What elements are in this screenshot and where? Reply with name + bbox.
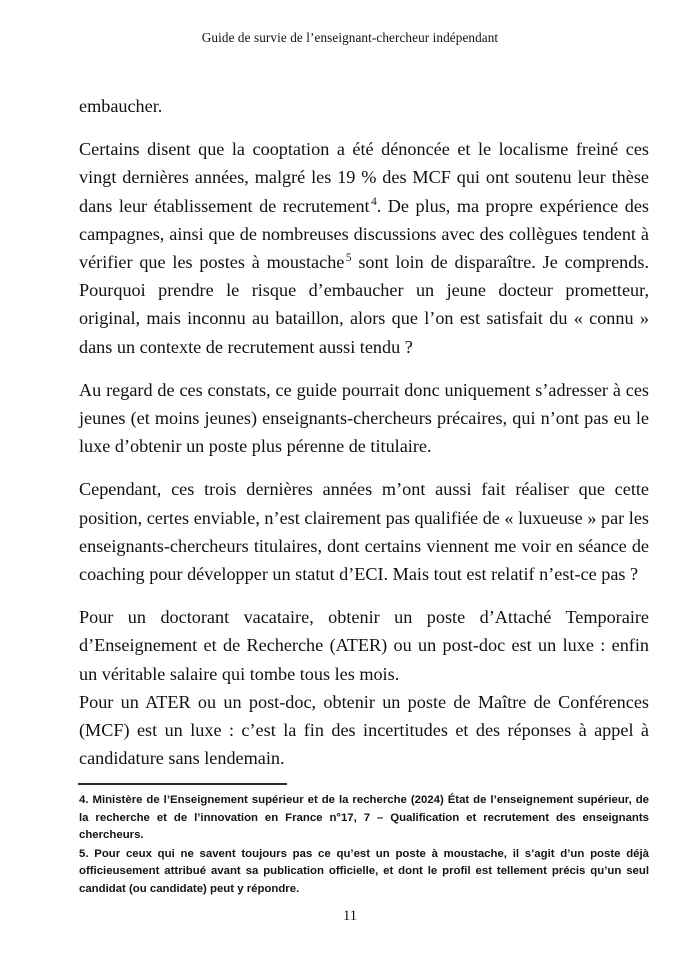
paragraph-doctorant: Pour un doctorant vacataire, obtenir un poste d’Attaché Temporaire d’Enseignement et de Recherche (ATER) ou un post-doc est un luxe : enfin un véritable salaire qui tombe tous les mois.: [79, 607, 649, 684]
paragraph-cooptation-segment-2: . De plus, ma propre expérience des campagnes, ainsi que de nombreuses discussions avec des collègues tendent à vérifier que les postes à moustache: [79, 195, 649, 273]
body-text-block: [79, 92, 649, 772]
paragraph-cooptation-segment-3: sont loin de disparaître. Je comprends. Pourquoi prendre le risque d’embaucher un jeune docteur prometteur, original, mais inconnu au bataillon, alors que l’on est satisfait du « connu » dans un contexte de recrutement aussi tendu ?: [79, 252, 649, 357]
footnotes-block: [79, 792, 649, 900]
footnote-item-4: 4. Ministère de l’Enseignement supérieur et de la recherche (2024) État de l’enseignement supérieur, de la recherche et de l’innovation en France n°17, 7 – Qualification et recrutement des enseignants chercheurs.: [79, 794, 649, 842]
page-number: 11: [343, 908, 357, 924]
running-header: Guide de survie de l’enseignant-chercheur indépendant: [201, 30, 499, 45]
paragraph-cooptation: [79, 135, 649, 361]
paragraph-ater: Pour un ATER ou un post-doc, obtenir un poste de Maître de Conférences (MCF) est un luxe : c’est la fin des incertitudes et des réponses à appel à candidature sans lendemain.: [79, 691, 649, 769]
paragraph-cependant: Cependant, ces trois dernières années m’ont aussi fait réaliser que cette position, certes enviable, n’est clairement pas qualifiée de « luxueuse » par les enseignants-chercheurs titulaires, dont certains viennent me voir en séance de coaching pour développer un statut d’ECI. Mais tout est relatif n’est-ce pas ?: [79, 479, 649, 585]
footnote-separator-rule: [78, 783, 287, 785]
footnote-reference-4[interactable]: 4: [371, 195, 377, 208]
paragraph-embaucher: embaucher.: [79, 96, 163, 116]
footnote-reference-5[interactable]: 5: [345, 251, 352, 264]
footnote-item-5: 5. Pour ceux qui ne savent toujours pas ce qu’est un poste à moustache, il s’agit d’un poste déjà officieusement attribué avant sa publication officielle, et dont le profil est tellement précis qu’un seul candidat (ou candidate) peut y répondre.: [79, 847, 649, 895]
paragraph-au-regard: Au regard de ces constats, ce guide pourrait donc uniquement s’adresser à ces jeunes (et moins jeunes) enseignants-chercheurs précaires, qui n’ont pas eu le luxe d’obtenir un poste plus pérenne de titulaire.: [79, 379, 649, 457]
paragraph-cooptation-segment-1: Certains disent que la cooptation a été dénoncée et le localisme freiné ces vingt dernières années, malgré les 19 % des MCF qui ont soutenu leur thèse dans leur établissement de recrutement: [79, 139, 649, 216]
